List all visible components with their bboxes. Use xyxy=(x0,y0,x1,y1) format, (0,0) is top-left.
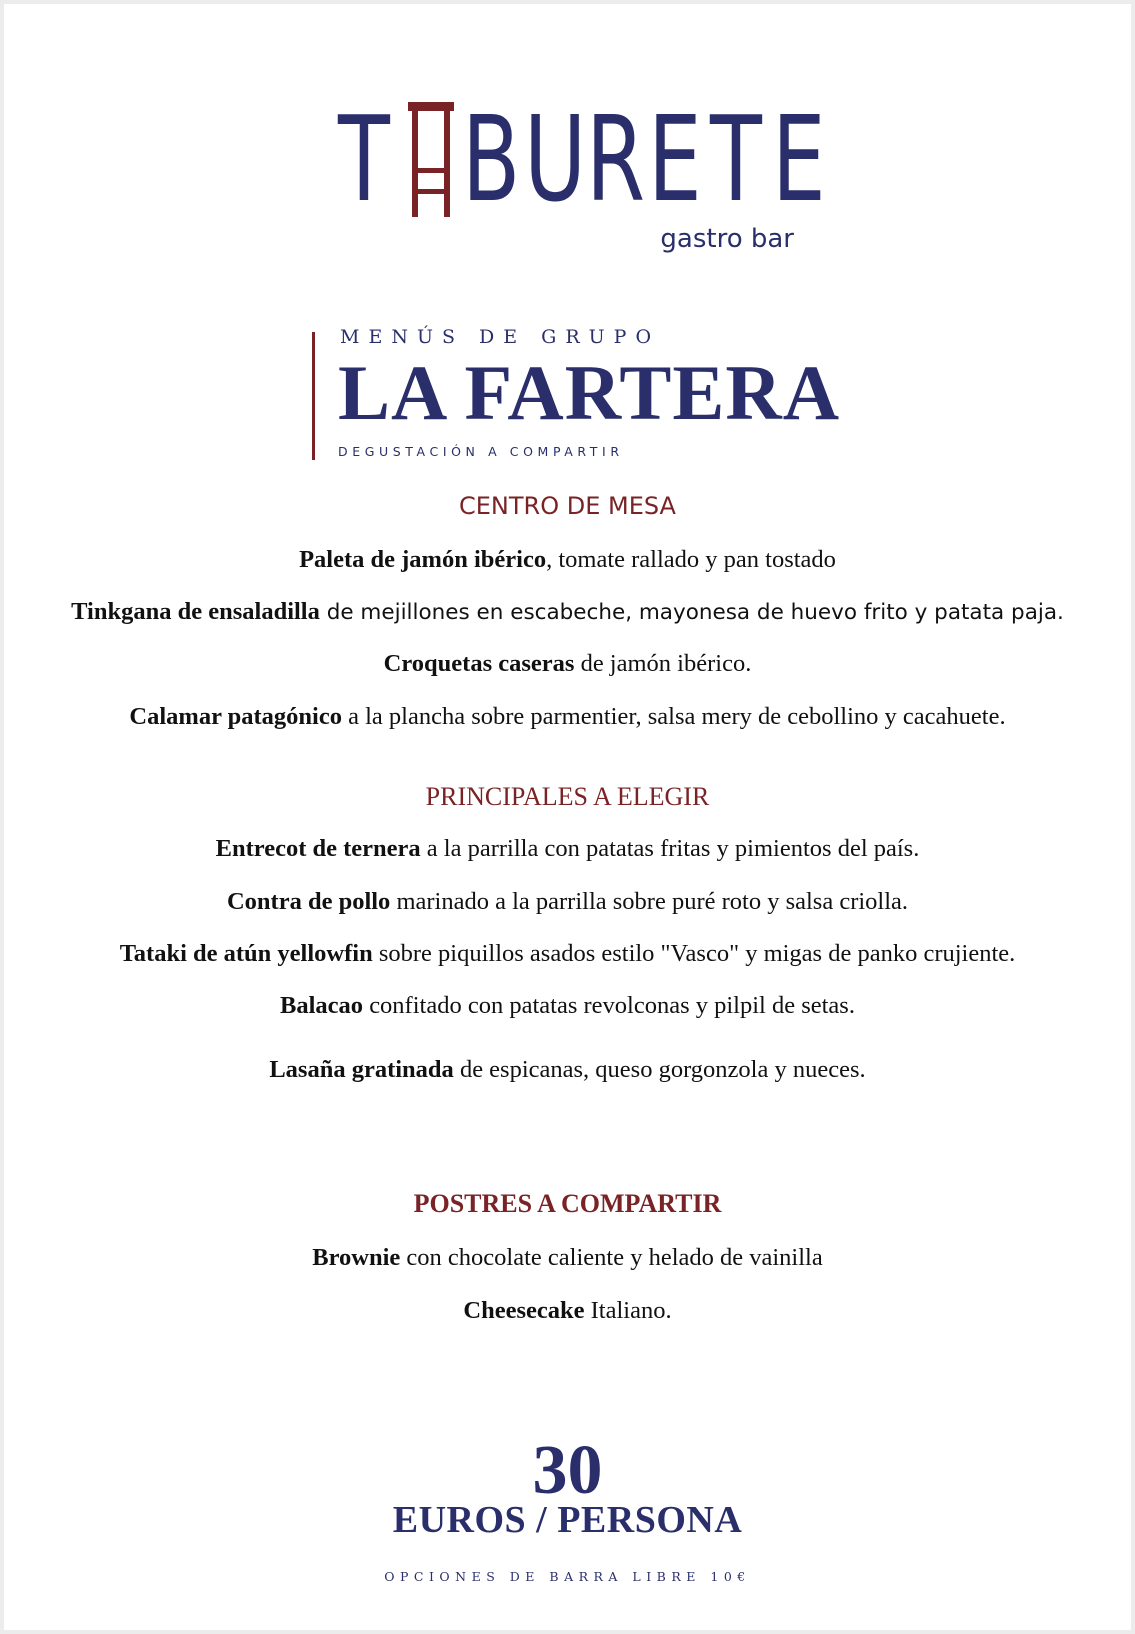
dish-name: Croquetas caseras xyxy=(383,650,575,677)
logo-letter: B xyxy=(462,90,521,228)
dish-item xyxy=(4,546,1131,574)
dish-name: Lasaña gratinada xyxy=(269,1056,454,1083)
dish-name: Contra de pollo xyxy=(226,888,391,915)
stool-letter-icon xyxy=(400,94,462,224)
menu-subtitle: DEGUSTACIÓN A COMPARTIR xyxy=(338,444,624,459)
group-menu-header xyxy=(312,326,852,466)
dish-item xyxy=(4,598,1131,626)
logo-tagline: gastro bar xyxy=(660,224,794,254)
dish-description: , tomate rallado y pan tostado xyxy=(546,546,836,573)
dish-description: a la plancha sobre parmentier, salsa mery de cebollino y cacahuete. xyxy=(341,703,1006,730)
dish-name: Cheesecake xyxy=(463,1297,585,1324)
dish-description: Italiano. xyxy=(584,1297,672,1324)
dish-name: Brownie xyxy=(312,1244,401,1271)
dish-item xyxy=(4,1056,1131,1084)
logo-letter: U xyxy=(524,90,587,228)
open-bar-option: OPCIONES DE BARRA LIBRE 10€ xyxy=(384,1569,751,1584)
logo-letter: E xyxy=(772,90,826,228)
section-title-postres: POSTRES A COMPARTIR xyxy=(413,1189,722,1218)
dish-item xyxy=(4,940,1131,968)
dish-name: Tinkgana de ensaladilla xyxy=(71,598,320,625)
taburete-logo xyxy=(338,90,826,274)
logo-letter: T xyxy=(338,90,390,228)
logo-wordmark xyxy=(338,90,834,228)
dish-item xyxy=(4,888,1131,916)
dish-item xyxy=(4,1244,1131,1272)
dish-item xyxy=(4,992,1131,1020)
dish-description: con chocolate caliente y helado de vainilla xyxy=(400,1244,823,1271)
logo-letter: T xyxy=(710,90,762,228)
dish-description: a la parrilla con patatas fritas y pimientos del país. xyxy=(420,835,920,862)
dish-name: Calamar patagónico xyxy=(129,703,342,730)
dish-description: sobre piquillos asados estilo "Vasco" y migas de panko crujiente. xyxy=(372,940,1016,967)
price-unit: EUROS / PERSONA xyxy=(392,1499,743,1541)
dish-name: Tataki de atún yellowfin xyxy=(119,940,373,967)
dish-description: marinado a la parrilla sobre puré roto y salsa criolla. xyxy=(390,888,909,915)
menu-title: LA FARTERA xyxy=(338,349,841,436)
dish-name: Balacao xyxy=(280,992,364,1019)
logo-letter: R xyxy=(586,90,646,228)
section-title-centro: CENTRO DE MESA xyxy=(459,492,676,520)
dish-description: de jamón ibérico. xyxy=(574,650,752,677)
menu-kicker: MENÚS DE GRUPO xyxy=(340,326,661,348)
logo-letter: E xyxy=(648,90,702,228)
section-title-principales: PRINCIPALES A ELEGIR xyxy=(425,782,710,811)
price-amount: 30 xyxy=(532,1432,603,1509)
accent-divider xyxy=(312,332,315,460)
dish-description: de mejillones en escabeche, mayonesa de huevo frito y patata paja. xyxy=(319,600,1064,625)
dish-description: de espicanas, queso gorgonzola y nueces. xyxy=(453,1056,866,1083)
dish-name: Entrecot de ternera xyxy=(215,835,421,862)
dish-item xyxy=(4,835,1131,863)
dish-item xyxy=(4,650,1131,678)
dish-description: confitado con patatas revolconas y pilpil de setas. xyxy=(363,992,855,1019)
dish-item xyxy=(4,703,1131,731)
dish-item xyxy=(4,1297,1131,1325)
menu-page xyxy=(4,4,1131,1630)
dish-name: Paleta de jamón ibérico xyxy=(299,546,547,573)
